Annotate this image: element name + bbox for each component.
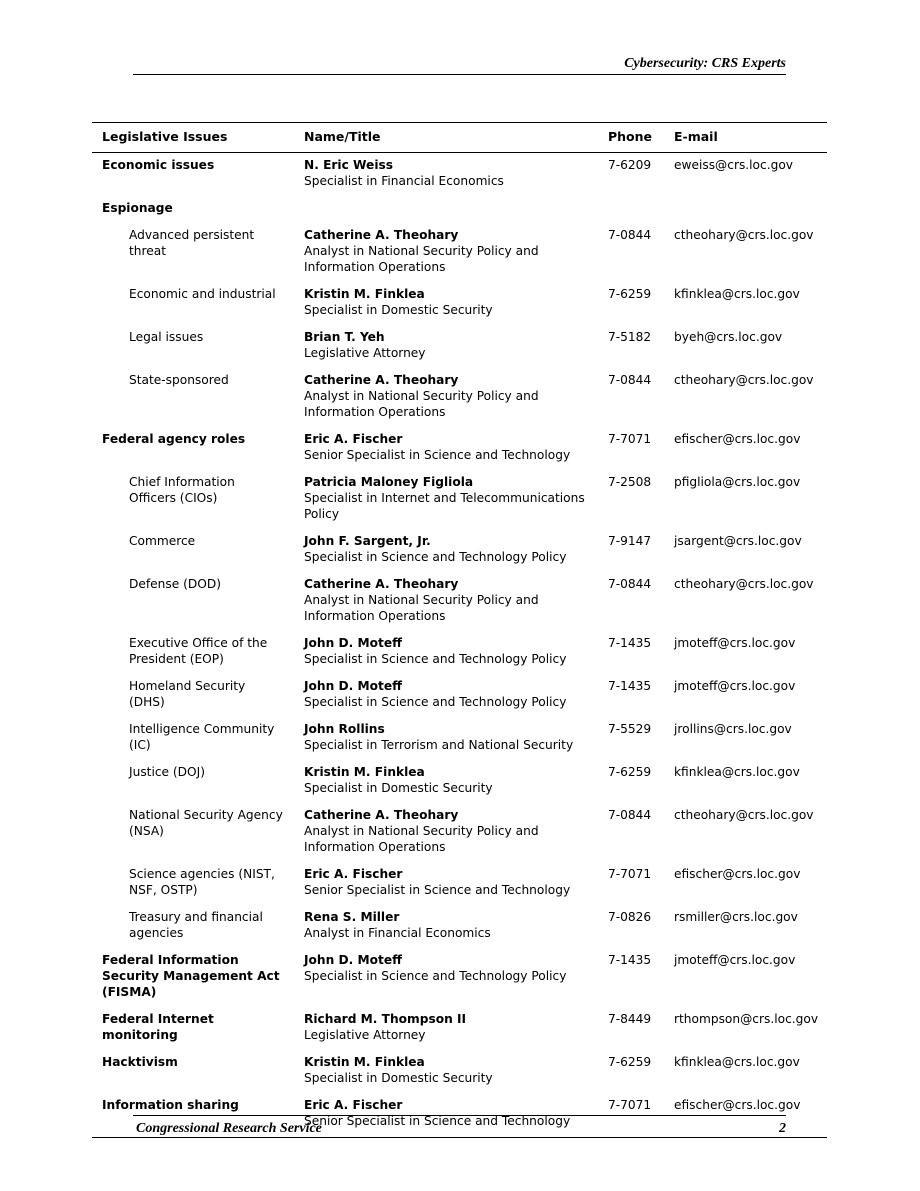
table-body [92, 153, 827, 1138]
expert-name: Richard M. Thompson II [304, 1012, 467, 1026]
expert-title: Specialist in Domestic Security [304, 1071, 493, 1085]
expert-name: Kristin M. Finklea [304, 287, 425, 301]
phone-cell: 7-8449 [608, 1012, 652, 1026]
phone-cell: 7-7071 [608, 867, 652, 881]
legislative-issue-cell: Federal Internet monitoring [102, 1012, 214, 1042]
table-row [92, 906, 827, 949]
name-title-cell [294, 632, 598, 675]
email-cell: jmoteff@crs.loc.gov [674, 679, 796, 693]
expert-title: Analyst in Financial Economics [304, 926, 491, 940]
table-row [92, 1051, 827, 1094]
phone-cell: 7-2508 [608, 475, 652, 489]
table-row [92, 471, 827, 530]
phone-cell: 7-0826 [608, 910, 652, 924]
phone-cell: 7-1435 [608, 679, 652, 693]
phone-cell: 7-0844 [608, 373, 652, 387]
name-title-cell [294, 761, 598, 804]
phone-cell: 7-5182 [608, 330, 652, 344]
legislative-issue-cell: Treasury and financial agencies [129, 910, 263, 940]
expert-title: Analyst in National Security Policy and Information Operations [304, 389, 539, 419]
table-row [92, 675, 827, 718]
name-title-cell [294, 718, 598, 761]
expert-title: Specialist in Science and Technology Policy [304, 969, 567, 983]
legislative-issue-cell: Justice (DOJ) [129, 765, 205, 779]
email-cell: rthompson@crs.loc.gov [674, 1012, 819, 1026]
legislative-issue-cell: Defense (DOD) [129, 577, 221, 591]
column-header-phone: Phone [608, 129, 653, 144]
legislative-issue-cell: Intelligence Community (IC) [129, 722, 275, 752]
expert-name: Catherine A. Theohary [304, 228, 459, 242]
phone-cell: 7-0844 [608, 808, 652, 822]
email-cell: efischer@crs.loc.gov [674, 867, 801, 881]
expert-name: Kristin M. Finklea [304, 1055, 425, 1069]
expert-title: Legislative Attorney [304, 1028, 426, 1042]
column-header-issues: Legislative Issues [102, 129, 228, 144]
legislative-issue-cell: Hacktivism [102, 1055, 178, 1069]
table-row [92, 718, 827, 761]
table-row [92, 197, 827, 224]
email-cell: efischer@crs.loc.gov [674, 432, 801, 446]
expert-title: Specialist in Science and Technology Policy [304, 695, 567, 709]
phone-cell: 7-7071 [608, 1098, 652, 1112]
table-row [92, 632, 827, 675]
email-cell: byeh@crs.loc.gov [674, 330, 783, 344]
legislative-issue-cell: Executive Office of the President (EOP) [129, 636, 268, 666]
expert-title: Analyst in National Security Policy and Information Operations [304, 824, 539, 854]
legislative-issue-cell: Legal issues [129, 330, 204, 344]
email-cell: ctheohary@crs.loc.gov [674, 228, 814, 242]
email-cell: ctheohary@crs.loc.gov [674, 373, 814, 387]
expert-name: Eric A. Fischer [304, 1098, 403, 1112]
expert-name: Patricia Maloney Figliola [304, 475, 474, 489]
table-row [92, 283, 827, 326]
email-cell [664, 197, 827, 224]
expert-title: Senior Specialist in Science and Technology [304, 448, 571, 462]
phone-cell: 7-6259 [608, 287, 652, 301]
legislative-issue-cell: Federal agency roles [102, 432, 246, 446]
email-cell: ctheohary@crs.loc.gov [674, 577, 814, 591]
expert-name: Kristin M. Finklea [304, 765, 425, 779]
email-cell: kfinklea@crs.loc.gov [674, 1055, 800, 1069]
name-title-cell [294, 369, 598, 428]
table-row [92, 1008, 827, 1051]
phone-cell: 7-0844 [608, 228, 652, 242]
expert-title: Senior Specialist in Science and Technology [304, 1114, 571, 1128]
expert-name: John Rollins [304, 722, 385, 736]
expert-title: Specialist in Science and Technology Policy [304, 652, 567, 666]
legislative-issue-cell: State-sponsored [129, 373, 229, 387]
table-row [92, 428, 827, 471]
expert-title: Specialist in Science and Technology Policy [304, 550, 567, 564]
legislative-issue-cell: Chief Information Officers (CIOs) [129, 475, 235, 505]
expert-name: Catherine A. Theohary [304, 577, 459, 591]
phone-cell: 7-6259 [608, 765, 652, 779]
table-row [92, 573, 827, 632]
expert-title: Analyst in National Security Policy and Information Operations [304, 244, 539, 274]
expert-name: Catherine A. Theohary [304, 373, 459, 387]
column-header-email: E-mail [674, 129, 718, 144]
expert-title: Specialist in Terrorism and National Security [304, 738, 574, 752]
name-title-cell [294, 283, 598, 326]
name-title-cell [294, 428, 598, 471]
page-number: 2 [779, 1121, 786, 1136]
name-title-cell [294, 530, 598, 573]
legislative-issue-cell: Federal Information Security Management Act (FISMA) [102, 953, 280, 999]
expert-name: John D. Moteff [304, 679, 402, 693]
name-title-cell [294, 153, 598, 198]
expert-title: Specialist in Domestic Security [304, 781, 493, 795]
phone-cell: 7-1435 [608, 953, 652, 967]
footer-organization: Congressional Research Service [136, 1121, 322, 1136]
phone-cell: 7-7071 [608, 432, 652, 446]
table-row [92, 804, 827, 863]
legislative-issue-cell: Commerce [129, 534, 196, 548]
table-row [92, 326, 827, 369]
legislative-issue-cell: National Security Agency (NSA) [129, 808, 283, 838]
name-title-cell [294, 804, 598, 863]
expert-name: Eric A. Fischer [304, 867, 403, 881]
page-footer [133, 1115, 786, 1137]
legislative-issue-cell: Information sharing [102, 1098, 239, 1112]
table-header-row [92, 123, 827, 153]
legislative-issue-cell: Economic issues [102, 158, 215, 172]
experts-table [92, 122, 827, 1138]
name-title-cell [294, 471, 598, 530]
phone-cell: 7-6209 [608, 158, 652, 172]
expert-name: John D. Moteff [304, 636, 402, 650]
table-row [92, 761, 827, 804]
column-header-name-title: Name/Title [304, 129, 381, 144]
expert-name: Catherine A. Theohary [304, 808, 459, 822]
expert-name: N. Eric Weiss [304, 158, 394, 172]
legislative-issue-cell: Homeland Security (DHS) [129, 679, 246, 709]
name-title-cell [294, 326, 598, 369]
email-cell: jmoteff@crs.loc.gov [674, 953, 796, 967]
phone-cell: 7-6259 [608, 1055, 652, 1069]
email-cell: efischer@crs.loc.gov [674, 1098, 801, 1112]
name-title-cell [294, 1051, 598, 1094]
email-cell: eweiss@crs.loc.gov [674, 158, 793, 172]
expert-name: Eric A. Fischer [304, 432, 403, 446]
expert-title: Senior Specialist in Science and Technology [304, 883, 571, 897]
expert-title: Specialist in Financial Economics [304, 174, 504, 188]
name-title-cell [294, 949, 598, 1008]
name-title-cell [294, 573, 598, 632]
email-cell: pfigliola@crs.loc.gov [674, 475, 801, 489]
name-title-cell [294, 906, 598, 949]
email-cell: jsargent@crs.loc.gov [674, 534, 802, 548]
expert-title: Specialist in Internet and Telecommunications Policy [304, 491, 585, 521]
name-title-cell [294, 224, 598, 283]
email-cell: kfinklea@crs.loc.gov [674, 287, 800, 301]
phone-cell: 7-0844 [608, 577, 652, 591]
phone-cell: 7-5529 [608, 722, 652, 736]
table-row [92, 530, 827, 573]
legislative-issue-cell: Espionage [102, 201, 173, 215]
name-title-cell [294, 197, 598, 224]
table-row [92, 224, 827, 283]
email-cell: ctheohary@crs.loc.gov [674, 808, 814, 822]
table-row [92, 153, 827, 198]
email-cell: kfinklea@crs.loc.gov [674, 765, 800, 779]
expert-title: Analyst in National Security Policy and Information Operations [304, 593, 539, 623]
email-cell: rsmiller@crs.loc.gov [674, 910, 798, 924]
name-title-cell [294, 1008, 598, 1051]
name-title-cell [294, 863, 598, 906]
table-row [92, 863, 827, 906]
email-cell: jmoteff@crs.loc.gov [674, 636, 796, 650]
expert-title: Legislative Attorney [304, 346, 426, 360]
expert-name: John D. Moteff [304, 953, 402, 967]
legislative-issue-cell: Science agencies (NIST, NSF, OSTP) [129, 867, 275, 897]
phone-cell: 7-1435 [608, 636, 652, 650]
legislative-issue-cell: Advanced persistent threat [129, 228, 255, 258]
table-row [92, 369, 827, 428]
email-cell: jrollins@crs.loc.gov [674, 722, 792, 736]
phone-cell [598, 197, 664, 224]
expert-name: Rena S. Miller [304, 910, 400, 924]
expert-name: Brian T. Yeh [304, 330, 385, 344]
table-row [92, 949, 827, 1008]
phone-cell: 7-9147 [608, 534, 652, 548]
running-header: Cybersecurity: CRS Experts [133, 56, 786, 75]
expert-title: Specialist in Domestic Security [304, 303, 493, 317]
legislative-issue-cell: Economic and industrial [129, 287, 276, 301]
expert-name: John F. Sargent, Jr. [304, 534, 431, 548]
name-title-cell [294, 675, 598, 718]
